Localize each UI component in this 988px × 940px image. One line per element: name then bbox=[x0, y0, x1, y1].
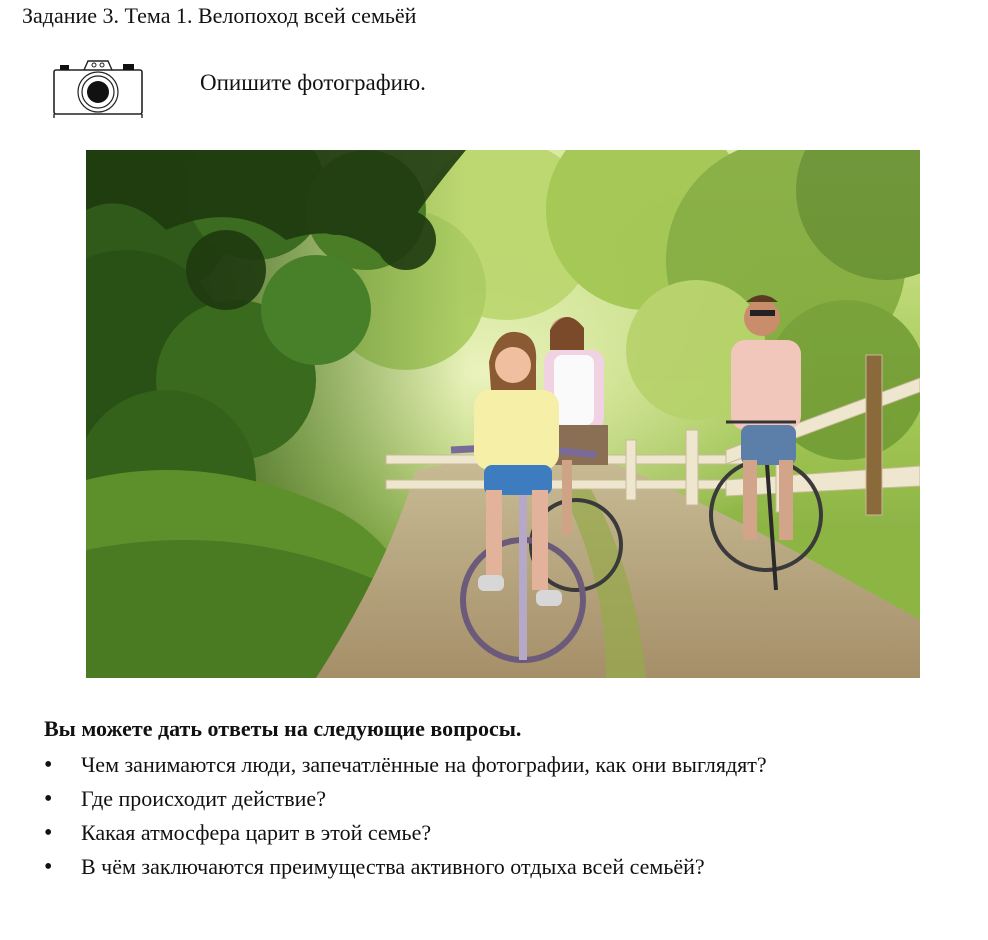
question-item: • Какая атмосфера царит в этой семье? bbox=[44, 816, 980, 850]
task-title: Задание 3. Тема 1. Велопоход всей семьёй bbox=[22, 3, 417, 28]
question-item: • В чём заключаются преимущества активного отдыха всей семьёй? bbox=[44, 850, 980, 884]
camera-icon bbox=[50, 56, 146, 120]
family-cycling-photo bbox=[86, 150, 920, 678]
question-item: • Где происходит действие? bbox=[44, 782, 980, 816]
questions-heading: Вы можете дать ответы на следующие вопросы. bbox=[44, 716, 522, 741]
question-list bbox=[44, 748, 980, 884]
question-item: • Чем занимаются люди, запечатлённые на фотографии, как они выглядят? bbox=[44, 748, 980, 782]
instruction-text: Опишите фотографию. bbox=[200, 70, 426, 95]
